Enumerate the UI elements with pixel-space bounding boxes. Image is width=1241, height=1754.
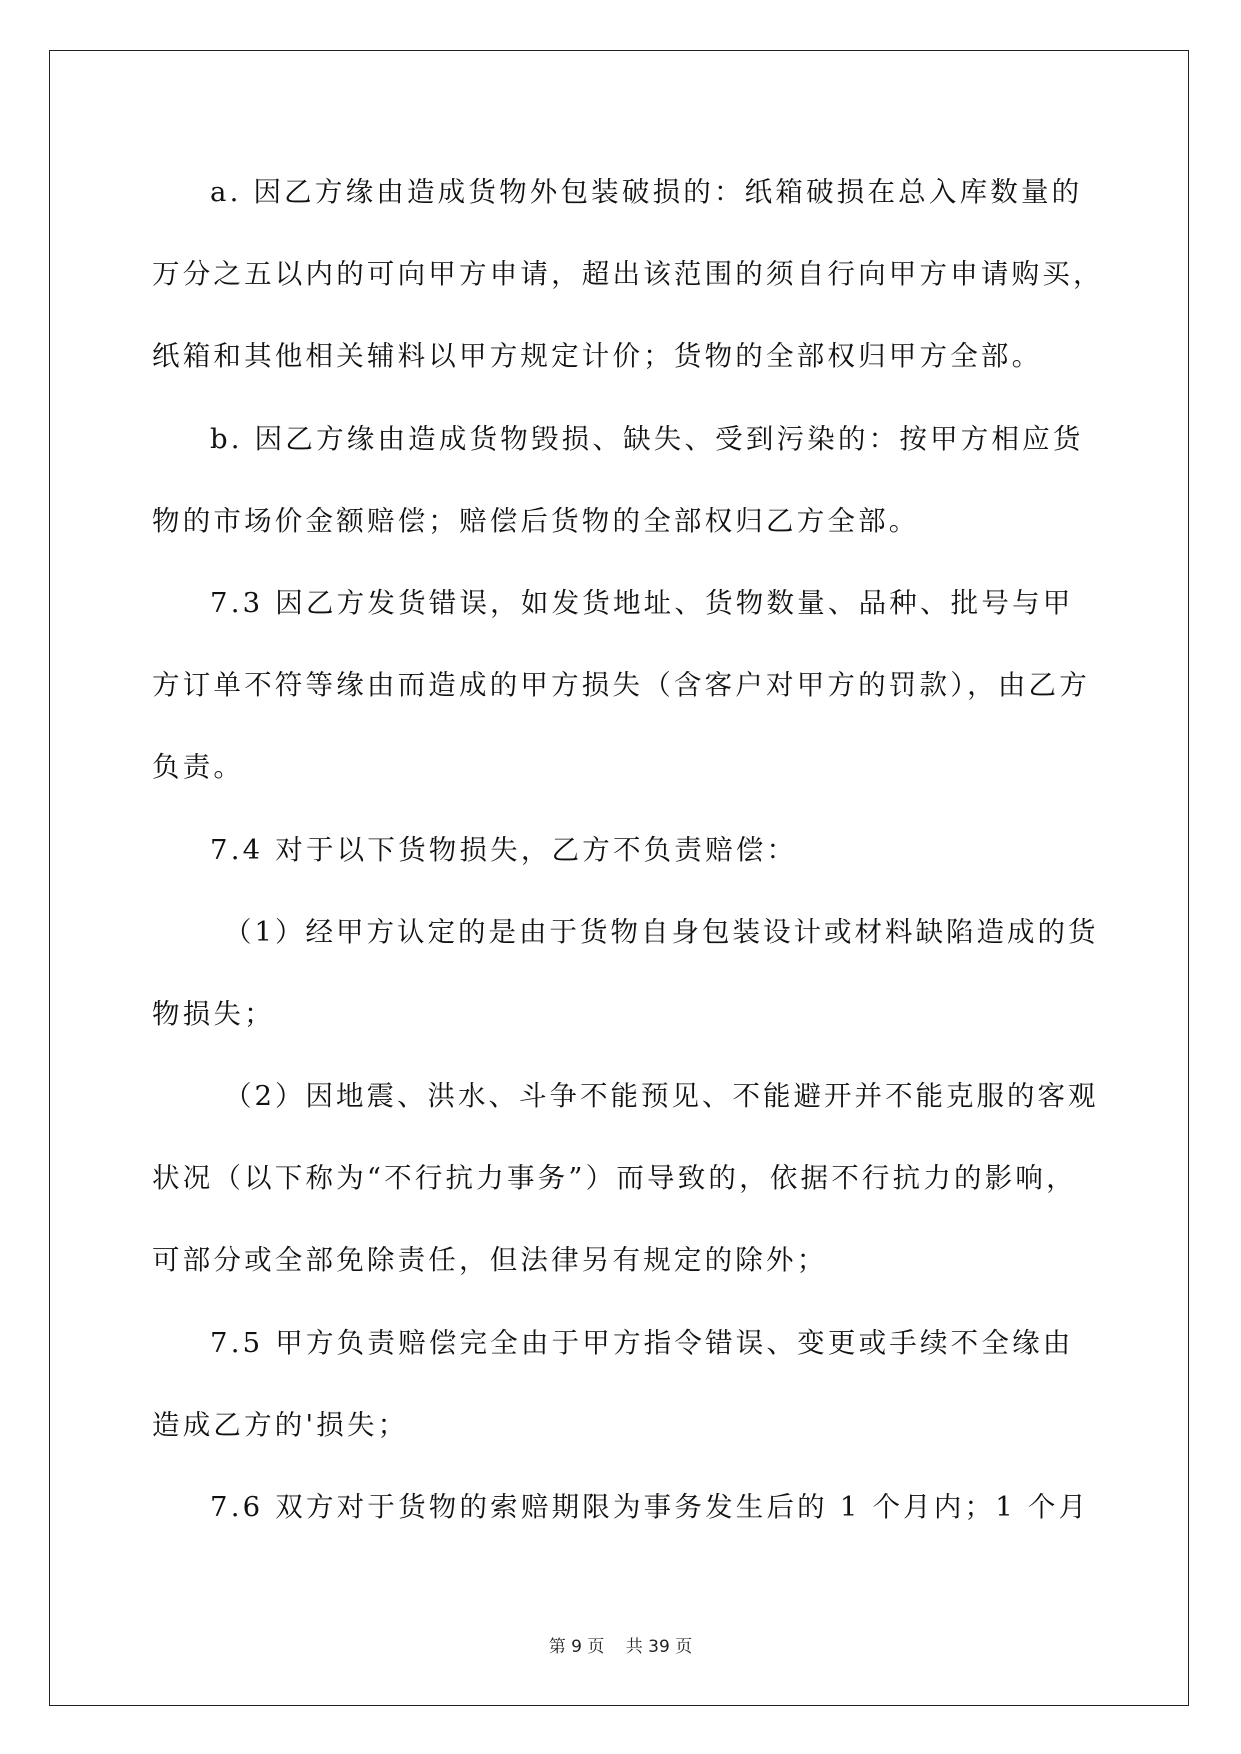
paragraph-line: 可部分或全部免除责任，但法律另有规定的除外；	[152, 1244, 828, 1277]
paragraph-line: （1）经甲方认定的是由于货物自身包装设计或材料缺陷造成的货	[224, 915, 1099, 948]
paragraph-line: 状况（以下称为“不行抗力事务”）而导致的，依据不行抗力的影响，	[152, 1162, 1077, 1195]
paragraph-line: 7.6 双方对于货物的索赔期限为事务发生后的 1 个月内；1 个月	[210, 1491, 1090, 1523]
paragraph-line: 纸箱和其他相关辅料以甲方规定计价；货物的全部权归甲方全部。	[152, 340, 1043, 373]
paragraph-line: 造成乙方的'损失；	[152, 1408, 409, 1441]
page-number: 第 9 页	[548, 1637, 605, 1657]
paragraph-line: 负责。	[152, 751, 245, 784]
paragraph-line: （2）因地震、洪水、斗争不能预见、不能避开并不能克服的客观	[224, 1080, 1099, 1113]
paragraph-line: a. 因乙方缘由造成货物外包装破损的：纸箱破损在总入库数量的	[210, 176, 1083, 208]
paragraph-line: 物的市场价金额赔偿；赔偿后货物的全部权归乙方全部。	[152, 504, 920, 537]
page-footer	[0, 1632, 1241, 1657]
paragraph-line: 万分之五以内的可向甲方申请，超出该范围的须自行向甲方申请购买，	[152, 258, 1104, 291]
page-total: 共 39 页	[625, 1637, 693, 1657]
document-body	[152, 162, 1104, 1559]
paragraph-line: 方订单不符等缘由而造成的甲方损失（含客户对甲方的罚款），由乙方	[152, 669, 1090, 702]
paragraph-line: 7.3 因乙方发货错误，如发货地址、货物数量、品种、批号与甲	[210, 586, 1074, 619]
paragraph-line: b. 因乙方缘由造成货物毁损、缺失、受到污染的：按甲方相应货	[210, 422, 1084, 455]
paragraph-line: 物损失；	[152, 997, 275, 1030]
paragraph-line: 7.4 对于以下货物损失，乙方不负责赔偿：	[210, 833, 798, 866]
paragraph-line: 7.5 甲方负责赔偿完全由于甲方指令错误、变更或手续不全缘由	[210, 1326, 1074, 1359]
